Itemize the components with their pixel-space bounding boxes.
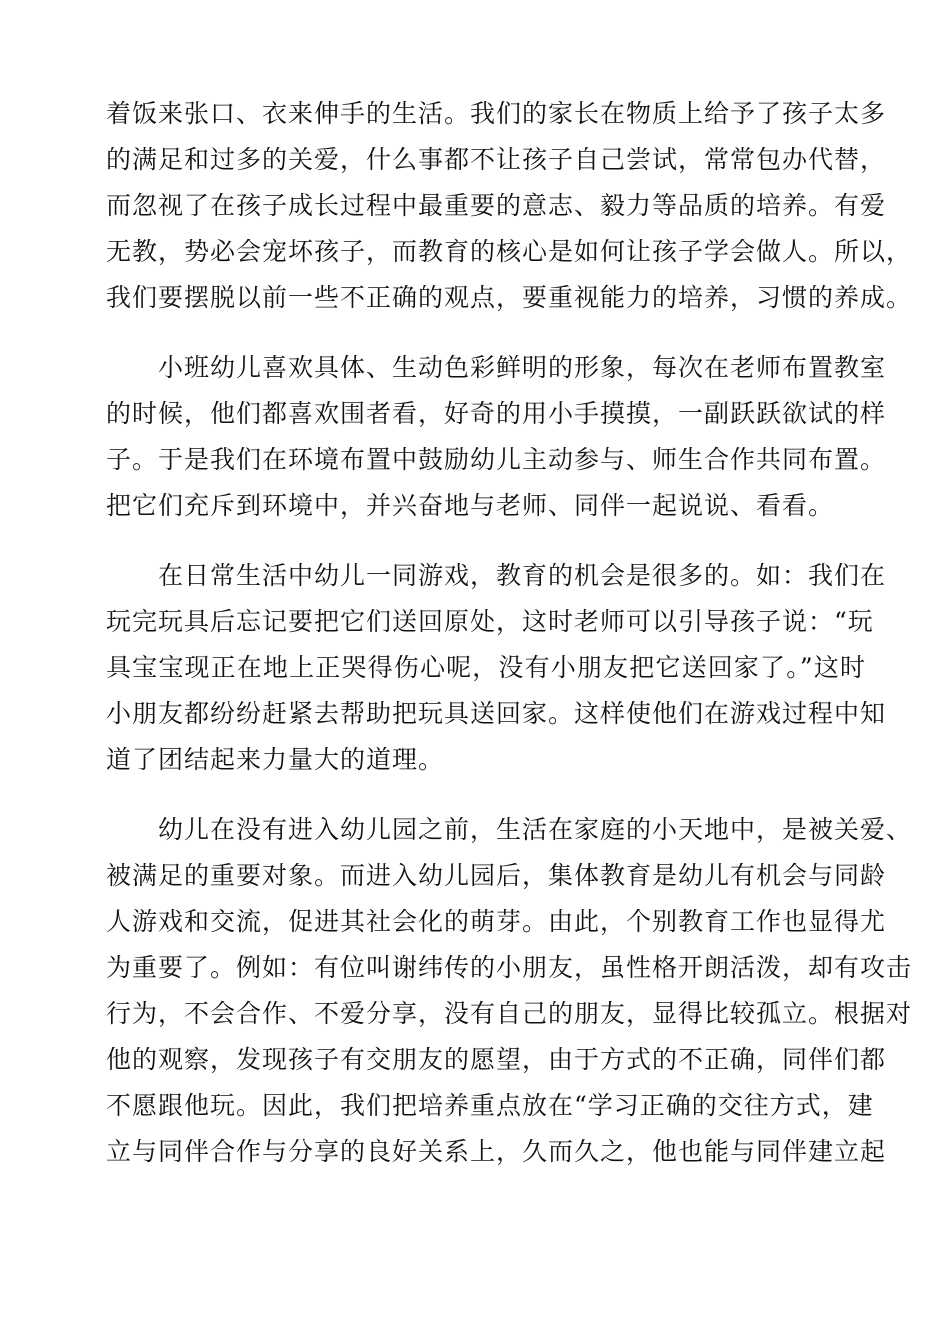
text-line: 子。于是我们在环境布置中鼓励幼儿主动参与、师生合作共同布置。 xyxy=(106,445,887,474)
text-line: 而忽视了在孩子成长过程中最重要的意志、毅力等品质的培养。有爱 xyxy=(106,191,887,220)
text-line: 把它们充斥到环境中，并兴奋地与老师、同伴一起说说、看看。 xyxy=(106,491,835,520)
paragraph-spacing xyxy=(106,529,866,553)
document-body xyxy=(106,91,913,1175)
text-line: 人游戏和交流，促进其社会化的萌芽。由此，个别教育工作也显得尤 xyxy=(106,907,887,936)
text-line: 幼儿在没有进入幼儿园之前，生活在家庭的小天地中，是被关爱、 xyxy=(106,815,913,844)
paragraph-1 xyxy=(106,91,913,321)
text-line: 我们要摆脱以前一些不正确的观点，要重视能力的培养，习惯的养成。 xyxy=(106,283,913,312)
text-line: 的时候，他们都喜欢围者看，好奇的用小手摸摸，一副跃跃欲试的样 xyxy=(106,399,887,428)
paragraph-4 xyxy=(106,807,913,1175)
text-line: 为重要了。例如：有位叫谢纬传的小朋友，虽性格开朗活泼，却有攻击 xyxy=(106,953,913,982)
text-line: 无教，势必会宠坏孩子，而教育的核心是如何让孩子学会做人。所以， xyxy=(106,237,913,266)
text-line: 行为，不会合作、不爱分享，没有自己的朋友，显得比较孤立。根据对 xyxy=(106,999,913,1028)
text-line: 小班幼儿喜欢具体、生动色彩鲜明的形象，每次在老师布置教室 xyxy=(106,353,887,382)
text-line: 具宝宝现正在地上正哭得伤心呢，没有小朋友把它送回家了。”这时 xyxy=(106,653,866,682)
text-line: 着饭来张口、衣来伸手的生活。我们的家长在物质上给予了孩子太多 xyxy=(106,99,887,128)
paragraph-spacing xyxy=(106,783,866,807)
text-line: 小朋友都纷纷赶紧去帮助把玩具送回家。这样使他们在游戏过程中知 xyxy=(106,699,887,728)
text-line: 立与同伴合作与分享的良好关系上，久而久之，他也能与同伴建立起 xyxy=(106,1137,887,1166)
text-line: 玩完玩具后忘记要把它们送回原处，这时老师可以引导孩子说：“玩 xyxy=(106,607,874,636)
text-line: 道了团结起来力量大的道理。 xyxy=(106,745,445,774)
paragraph-spacing xyxy=(106,321,866,345)
paragraph-3 xyxy=(106,553,887,783)
paragraph-2 xyxy=(106,345,887,529)
text-line: 不愿跟他玩。因此，我们把培养重点放在“学习正确的交往方式，建 xyxy=(106,1091,874,1120)
text-line: 在日常生活中幼儿一同游戏，教育的机会是很多的。如：我们在 xyxy=(106,561,887,590)
text-line: 被满足的重要对象。而进入幼儿园后，集体教育是幼儿有机会与同龄 xyxy=(106,861,887,890)
text-line: 的满足和过多的关爱，什么事都不让孩子自己尝试，常常包办代替， xyxy=(106,145,887,174)
text-line: 他的观察，发现孩子有交朋友的愿望，由于方式的不正确，同伴们都 xyxy=(106,1045,887,1074)
